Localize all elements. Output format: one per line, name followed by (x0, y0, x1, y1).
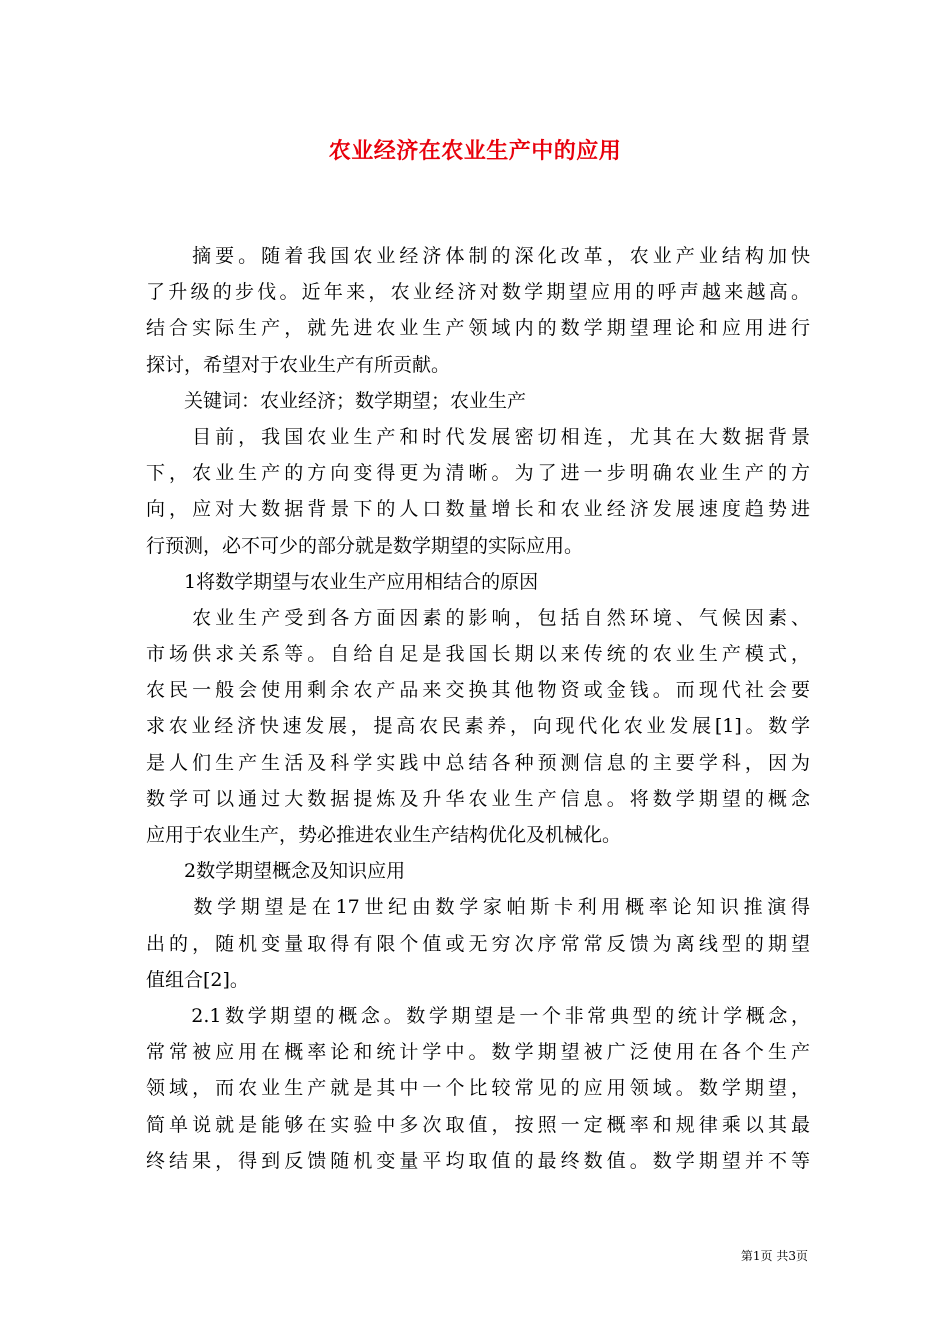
document-body (146, 238, 810, 1179)
body-line: 了升级的步伐。近年来，农业经济对数学期望应用的呼声越来越高。 (146, 281, 810, 304)
body-line: 简单说就是能够在实验中多次取值，按照一定概率和规律乘以其最 (146, 1113, 810, 1136)
body-line: 向，应对大数据背景下的人口数量增长和农业经济发展速度趋势进 (146, 498, 810, 521)
body-line: 值组合[2]。 (146, 968, 249, 991)
body-line: 行预测，必不可少的部分就是数学期望的实际应用。 (146, 534, 584, 557)
body-line: 终结果，得到反馈随机变量平均取值的最终数值。数学期望并不等 (146, 1149, 810, 1172)
body-line: 结合实际生产，就先进农业生产领域内的数学期望理论和应用进行 (146, 317, 810, 340)
body-line: 应用于农业生产，势必推进农业生产结构优化及机械化。 (146, 824, 622, 846)
body-line: 摘要。随着我国农业经济体制的深化改革，农业产业结构加快 (146, 245, 810, 267)
section-heading: 2数学期望概念及知识应用 (146, 860, 406, 883)
body-line: 市场供求关系等。自给自足是我国长期以来传统的农业生产模式， (146, 643, 810, 666)
page-number: 第1页 共3页 (740, 1249, 808, 1263)
body-line: 目前，我国农业生产和时代发展密切相连，尤其在大数据背景 (146, 425, 810, 448)
document-title: 农业经济在农业生产中的应用 (328, 138, 622, 164)
body-line: 数学可以通过大数据提炼及升华农业生产信息。将数学期望的概念 (146, 787, 810, 810)
body-line: 出的，随机变量取得有限个值或无穷次序常常反馈为离线型的期望 (146, 932, 810, 955)
body-line: 领域，而农业生产就是其中一个比较常见的应用领域。数学期望， (146, 1077, 810, 1100)
section-heading: 1将数学期望与农业生产应用相结合的原因 (146, 570, 539, 593)
body-line: 是人们生产生活及科学实践中总结各种预测信息的主要学科，因为 (146, 751, 810, 774)
body-line: 2.1数学期望的概念。数学期望是一个非常典型的统计学概念， (146, 1004, 810, 1027)
body-line: 求农业经济快速发展，提高农民素养，向现代化农业发展[1]。数学 (146, 715, 810, 738)
body-line: 农民一般会使用剩余农产品来交换其他物资或金钱。而现代社会要 (146, 679, 810, 702)
keywords-line: 关键词：农业经济；数学期望；农业生产 (146, 389, 527, 412)
body-line: 农业生产受到各方面因素的影响，包括自然环境、气候因素、 (146, 606, 810, 629)
body-line: 探讨，希望对于农业生产有所贡献。 (146, 353, 451, 376)
body-line: 常常被应用在概率论和统计学中。数学期望被广泛使用在各个生产 (146, 1041, 810, 1064)
body-line: 下，农业生产的方向变得更为清晰。为了进一步明确农业生产的方 (146, 462, 810, 485)
body-line: 数学期望是在17世纪由数学家帕斯卡利用概率论知识推演得 (146, 896, 810, 919)
